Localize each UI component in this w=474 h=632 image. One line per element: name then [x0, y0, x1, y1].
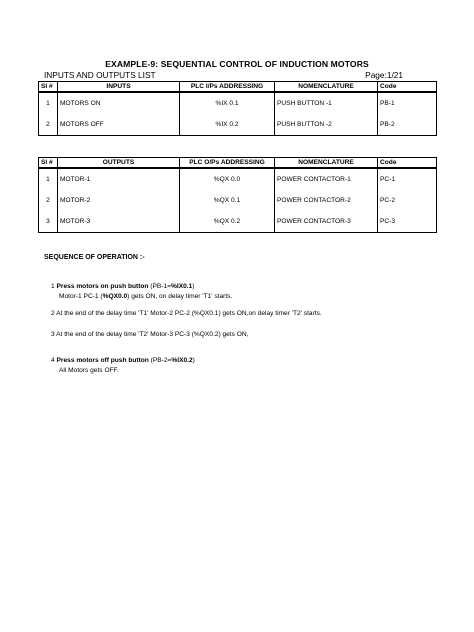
cell-code: PB-1 — [378, 92, 437, 114]
step-number: 1 — [51, 283, 55, 290]
cell-code: PC-3 — [378, 211, 437, 233]
inputs-table — [38, 81, 437, 136]
col-header-outputs: OUTPUTS — [58, 158, 180, 169]
table-row — [39, 211, 437, 233]
cell-nomenclature: PUSH BUTTON -2 — [275, 114, 378, 136]
col-header-code: Code — [378, 158, 437, 169]
step-text: ) gets ON, on delay timer 'T1' starts. — [127, 293, 233, 300]
step-text: Motor-1 PC-1 ( — [59, 293, 103, 300]
cell-output: MOTOR-2 — [58, 190, 180, 211]
cell-sl: 3 — [39, 211, 58, 233]
sequence-step-2: 2 At the end of the delay time 'T1' Motor-2 PC-2 (%QX0.1) gets ON,on delay timer 'T2' starts. — [51, 310, 322, 317]
step-text: ) — [192, 357, 195, 364]
cell-sl: 1 — [39, 168, 58, 190]
cell-sl: 2 — [39, 114, 58, 136]
sequence-step-4 — [51, 356, 195, 365]
sequence-step-1-detail — [59, 292, 232, 301]
cell-sl: 1 — [39, 92, 58, 114]
col-header-sl: Sl # — [39, 158, 58, 169]
step-action: Press motors on push button — [56, 283, 149, 290]
cell-code: PC-2 — [378, 190, 437, 211]
col-header-code: Code — [378, 82, 437, 93]
cell-output: MOTOR-3 — [58, 211, 180, 233]
step-number: 4 — [51, 357, 55, 364]
step-address: %IX0.2 — [171, 357, 193, 364]
document-title: EXAMPLE-9: SEQUENTIAL CONTROL OF INDUCTION MOTORS — [105, 59, 369, 69]
step-action: Press motors off push button — [56, 357, 149, 364]
cell-address: %QX 0.0 — [180, 168, 275, 190]
table-row — [39, 92, 437, 114]
cell-code: PC-1 — [378, 168, 437, 190]
cell-nomenclature: PUSH BUTTON -1 — [275, 92, 378, 114]
cell-code: PB-2 — [378, 114, 437, 136]
col-header-addressing: PLC O/Ps ADDRESSING — [180, 158, 275, 169]
step-text: (PB-2= — [148, 357, 172, 364]
step-text: ) — [192, 283, 195, 290]
step-text: (PB-1= — [148, 283, 172, 290]
sequence-heading: SEQUENCE OF OPERATION :- — [44, 254, 145, 261]
cell-address: %QX 0.1 — [180, 190, 275, 211]
cell-output: MOTOR-1 — [58, 168, 180, 190]
table-row — [39, 168, 437, 190]
col-header-nomenclature: NOMENCLATURE — [275, 82, 378, 93]
col-header-addressing: PLC I/Ps ADDRESSING — [180, 82, 275, 93]
page-number: Page:1/21 — [365, 70, 403, 80]
table-row — [39, 190, 437, 211]
cell-nomenclature: POWER CONTACTOR-1 — [275, 168, 378, 190]
cell-input: MOTORS ON — [58, 92, 180, 114]
sequence-step-4-detail: All Motors gets OFF. — [59, 367, 119, 374]
col-header-sl: Sl # — [39, 82, 58, 93]
col-header-nomenclature: NOMENCLATURE — [275, 158, 378, 169]
sequence-step-3: 3 At the end of the delay time 'T2' Motor-3 PC-3 (%QX0.2) gets ON, — [51, 331, 249, 338]
io-list-subtitle: INPUTS AND OUTPUTS LIST — [44, 70, 156, 80]
step-address: %IX0.1 — [171, 283, 193, 290]
cell-nomenclature: POWER CONTACTOR-2 — [275, 190, 378, 211]
cell-address: %IX 0.1 — [180, 92, 275, 114]
col-header-inputs: INPUTS — [58, 82, 180, 93]
cell-sl: 2 — [39, 190, 58, 211]
cell-nomenclature: POWER CONTACTOR-3 — [275, 211, 378, 233]
cell-input: MOTORS OFF — [58, 114, 180, 136]
cell-address: %IX 0.2 — [180, 114, 275, 136]
cell-address: %QX 0.2 — [180, 211, 275, 233]
sequence-step-1 — [51, 282, 194, 291]
step-address: %QX0.0 — [102, 293, 128, 300]
outputs-table — [38, 157, 437, 233]
table-row — [39, 114, 437, 136]
